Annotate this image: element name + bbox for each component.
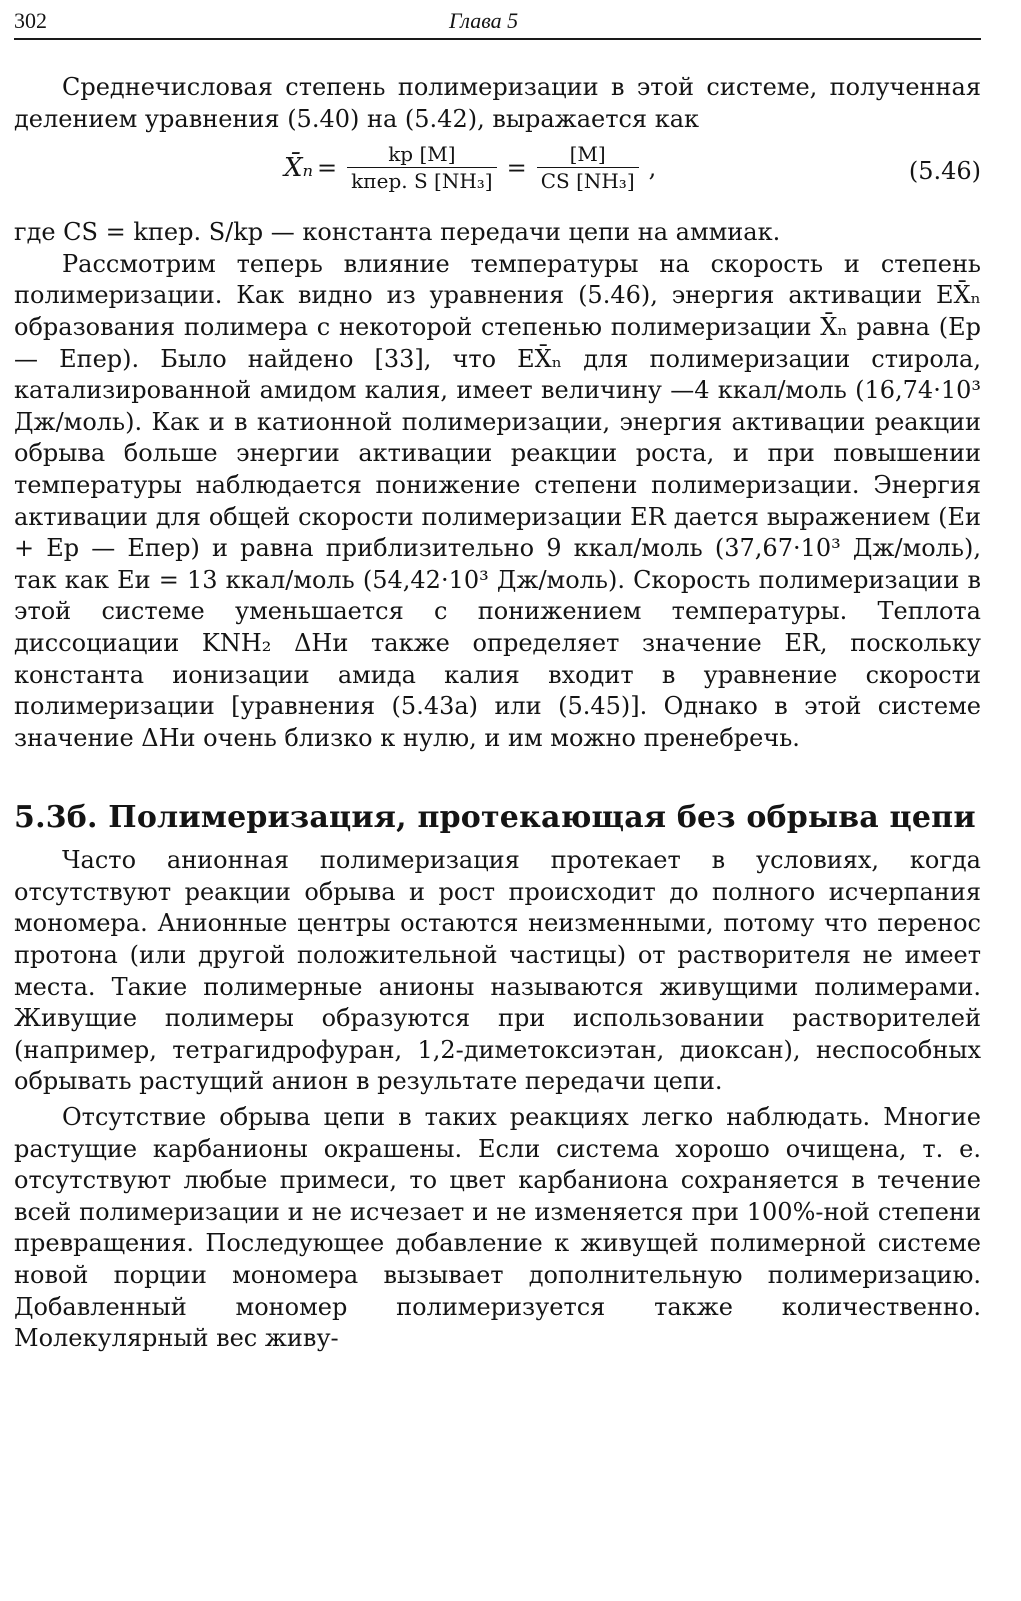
section-heading: 5.3б. Полимеризация, протекающая без обрыва цепи <box>14 800 976 836</box>
paragraph-no-termination: Отсутствие обрыва цепи в таких реакциях легко наблюдать. Многие растущие карбанионы окрашены. Если система хорошо очищена, т. е. отсутствуют любые примеси, то цвет карбаниона сохраняется в течение всей полимеризации и не исчезает и не изменяется при 100%-ной степени превращения. Последующее добавление к живущей полимерной системе новой порции мономера вызывает дополнительную полимеризацию. Добавленный мономер полимеризуется также количественно. Молекулярный вес живу- <box>14 1103 981 1353</box>
fraction-1-denominator: kпер. S [NH₃] <box>347 167 496 194</box>
paragraph-living-polymers: Часто анионная полимеризация протекает в условиях, когда отсутствуют реакции обрыва и рост происходит до полного исчерпания мономера. Анионные центры остаются неизменными, потому что перенос протона (или другой положительной частицы) от растворителя не имеет места. Такие полимерные анионы называются живущими полимерами. Живущие полимеры образуются при использовании растворителей (например, тетрагидрофуран, 1,2-диметоксиэтан, диоксан), неспособных обрывать растущий анион в результате передачи цепи. <box>14 846 981 1096</box>
paragraph-intro: Среднечисловая степень полимеризации в этой системе, полученная делением уравнения (5.40) на (5.42), выражается как <box>14 73 981 133</box>
paragraph-constant-definition: где CS = kпер. S/kр — константа передачи цепи на аммиак. <box>14 218 781 247</box>
equation-5-46 <box>14 139 981 211</box>
equation-comma: , <box>648 153 657 182</box>
fraction-2 <box>537 141 639 194</box>
equation-equals-1: = <box>317 153 338 182</box>
equation-equals-2: = <box>506 153 527 182</box>
fraction-1 <box>347 141 496 194</box>
equation-number: (5.46) <box>908 157 981 186</box>
equation-body <box>284 141 660 194</box>
paragraph-temperature: Рассмотрим теперь влияние температуры на скорость и степень полимеризации. Как видно из уравнения (5.46), энергия активации EX̄ₙ образования полимера с некоторой степенью полимеризации X̄ₙ равна (Eр — Eпер). Было найдено [33], что EX̄ₙ для полимеризации стирола, катализированной амидом калия, имеет величину —4 ккал/моль (16,74·10³ Дж/моль). Как и в катионной полимеризации, энергия активации реакции обрыва больше энергии активации реакции роста, и при повышении температуры наблюдается понижение степени полимеризации. Энергия активации для общей скорости полимеризации ER дается выражением (Eи + Eр — Eпер) и равна приблизительно 9 ккал/моль (37,67·10³ Дж/моль), так как Eи = 13 ккал/моль (54,42·10³ Дж/моль). Скорость полимеризации в этой системе уменьшается с понижением температуры. Теплота диссоциации KNH₂ ΔHи также определяет значение ER, поскольку константа ионизации амида калия входит в уравнение скорости полимеризации [уравнения (5.43а) или (5.45)]. Однако в этой системе значение ΔHи очень близко к нулю, и им можно пренебречь. <box>14 249 981 752</box>
fraction-2-numerator: [M] <box>569 142 606 167</box>
fraction-2-denominator: CS [NH₃] <box>537 167 639 194</box>
fraction-1-numerator: kр [M] <box>388 142 456 167</box>
equation-lhs: X̄ₙ <box>284 152 314 183</box>
page-header <box>14 8 981 40</box>
running-title: Глава 5 <box>449 8 519 33</box>
page-number: 302 <box>14 8 47 33</box>
